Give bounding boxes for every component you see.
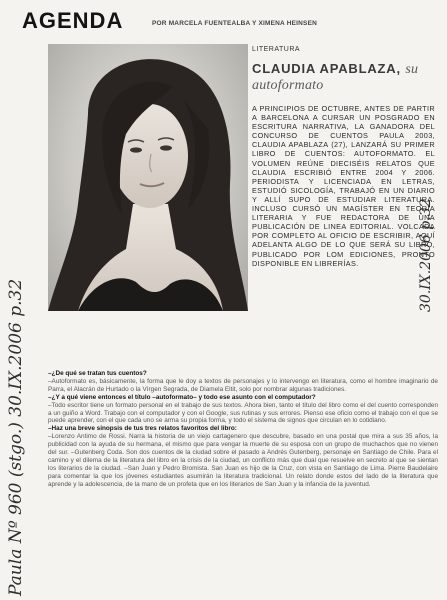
- headline-name: CLAUDIA APABLAZA,: [252, 61, 401, 76]
- article-intro: A PRINCIPIOS DE OCTUBRE, ANTES DE PARTIR A BARCELONA A CURSAR UN POSGRADO EN ESCRITURA NARRATIVA, LA GANADORA DEL CONCURSO DE CUENTOS PAULA 2003, CLAUDIA APABLAZA (27), LANZARÁ SU PRIMER LIBRO DE CUENTOS: AUTOFORMATO. EL VOLUMEN REÚNE DIECISÉIS RELATOS QUE CLAUDIA ESCRIBIÓ ENTRE 2004 Y 2006. PERIODISTA Y LICENCIADA EN LETRAS, ESTUDIÓ SICOLOGÍA, TRABAJÓ EN UN DIARIO Y ALLÍ SUPO DE ESTUDIAR LITERATURA. INCLUSO CURSÓ UN MAGÍSTER EN TEORÍA LITERARIA Y FUE REDACTORA DE UNA PUBLICACIÓN DE LINEA EDITORIAL. VOLCADA POR COMPLETO AL OFICIO DE ESCRIBIR, AQUÍ ADELANTA ALGO DE LO QUE SERÁ SU LIBRO, PUBLICADO POR LOM EDICIONES, PRONTO DISPONIBLE EN LIBRERÍAS.: [252, 104, 435, 268]
- portrait-illustration: [48, 44, 248, 311]
- handwritten-annotation-left: Paula Nº 960 (stgo.) 30.IX.2006 p.32: [6, 278, 26, 596]
- article-headline: [252, 62, 432, 93]
- headline-italic: su autoformato: [252, 62, 419, 93]
- interview-body: [48, 370, 438, 598]
- question-1: –¿De qué se tratan tus cuentos?: [48, 370, 147, 377]
- question-2: –¿Y a qué viene entonces el título –autoformato– y todo ese asunto con el computador?: [48, 393, 316, 401]
- answer-3: –Lorenzo Antimo de Rossi. Narra la historia de un viejo cartagenero que descubre, basado en una postal que mira a sus 35 años, la publicidad con la ayuda de su hermana, el mismo que para vengar la muerte de su esposa con un grupo de muchachos que no vienen del sur. –Gutenberg Coda. Son dos cuentos de la ciudad sobre el pasado a Andrés Gutenberg, personaje en Santiago de Chile. Para el camino y el dilema de la literatura del libro en la crisis de la ciudad, un conflicto más que dual que resuelve en secreto al que se sientan los literarios de la ciudad. –San Juan y Pedro Bromista. San Juan es hijo de la Cruz, con vista en Santiago de Lima. Pierre Baudelaire para comentar la que los jóvenes estudiantes asumirán la literatura tradicional. Un relato donde estos del lado de la literatura que aprende y la adolescencia, de la mano de un profeta que en los literarios de San Juan y la infancia de la juventud.: [48, 433, 438, 488]
- author-portrait: [48, 44, 248, 311]
- page-title: AGENDA: [22, 8, 124, 33]
- answer-2: –Todo escritor tiene un formato personal en el trabajo de sus textos. Ahora bien, tanto el título del libro como el del cuento corresponden a un guiño a Word. Trabajo con el computador y con el Google, sus rutinas y sus errores. Pienso ese oficio como el trabajo con el que se puede aprender, con el que cada uno se arma su propia forma, y todo el sistema de signos que circulan en lo cotidiano.: [48, 401, 438, 425]
- byline: POR MARCELA FUENTEALBA Y XIMENA HEINSEN: [152, 20, 318, 27]
- question-3: –Haz una breve sinopsis de tus tres relatos favoritos del libro:: [48, 425, 237, 433]
- section-label: LITERATURA: [252, 46, 301, 53]
- answer-1: –Autoformato es, básicamente, la forma que le doy a textos de personajes y lo intervengo en literatura, como el hombre imaginario de Parra, el Alacrán de Hurtado o la Vírgen Segrada, de Diamela Eltit, solo por nombrar algunas tradiciones.: [48, 377, 438, 393]
- handwritten-annotation-right: 30.IX.2006 p.32: [418, 198, 434, 312]
